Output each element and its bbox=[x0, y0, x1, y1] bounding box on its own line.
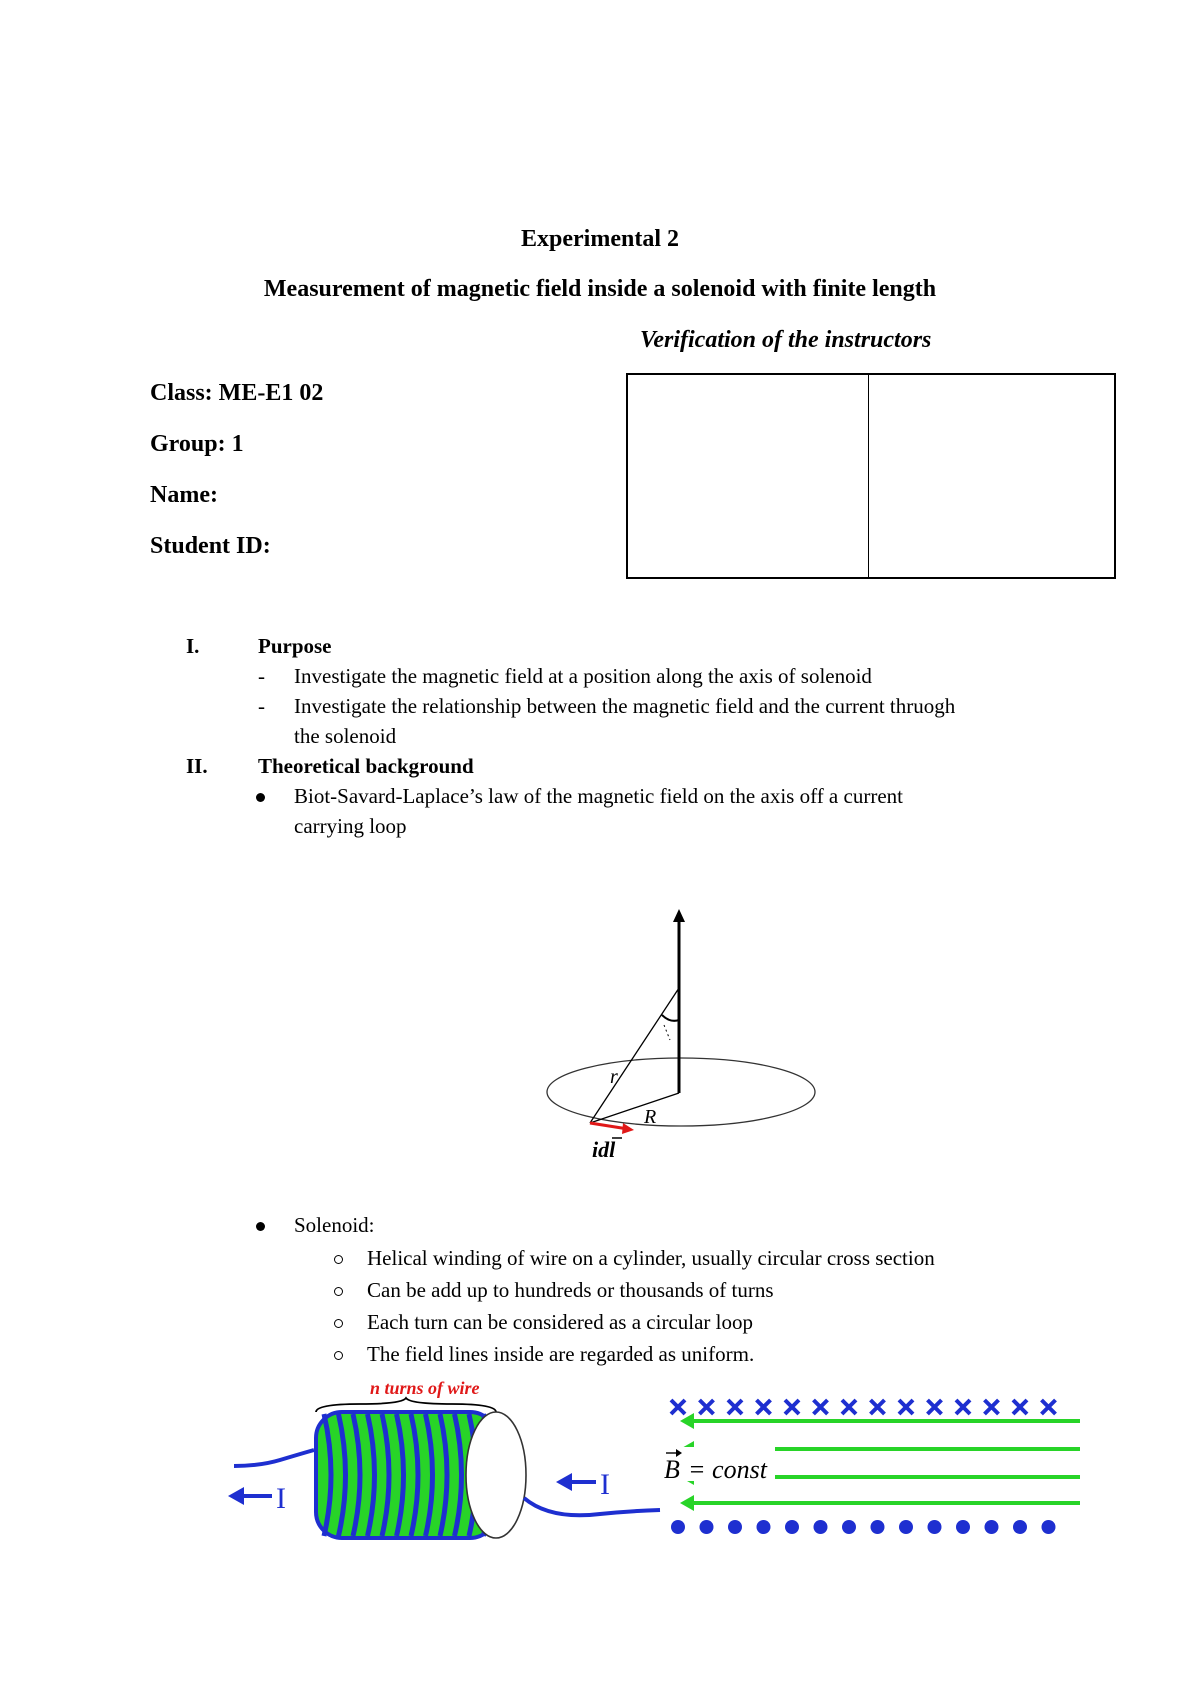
dot-mark bbox=[985, 1520, 999, 1534]
current-label-right: I bbox=[600, 1468, 610, 1501]
loop-ellipse bbox=[547, 1058, 815, 1126]
turns-brace bbox=[316, 1398, 496, 1412]
field-label-B: B bbox=[664, 1455, 680, 1484]
x-mark bbox=[956, 1400, 970, 1414]
uniform-field-diagram bbox=[660, 1385, 1090, 1545]
angle-arc bbox=[662, 1015, 679, 1021]
dot-mark bbox=[785, 1520, 799, 1534]
x-mark bbox=[899, 1400, 913, 1414]
purpose-dash-1: - bbox=[258, 664, 265, 688]
dot-mark bbox=[1042, 1520, 1056, 1534]
dot-mark bbox=[728, 1520, 742, 1534]
dot-mark bbox=[757, 1520, 771, 1534]
lead-wire-left bbox=[234, 1450, 314, 1466]
circle-bullet bbox=[334, 1319, 343, 1328]
x-mark bbox=[700, 1400, 714, 1414]
coil-end-face bbox=[466, 1412, 526, 1538]
R-line bbox=[590, 1093, 679, 1123]
purpose-item-2: Investigate the relationship between the magnetic field and the current thruogh bbox=[294, 694, 956, 718]
dot-mark bbox=[928, 1520, 942, 1534]
group-field: Group: 1 bbox=[150, 431, 244, 457]
r-line bbox=[590, 988, 679, 1123]
axis-arrowhead bbox=[673, 909, 685, 922]
x-mark bbox=[728, 1400, 742, 1414]
dot-mark bbox=[842, 1520, 856, 1534]
lead-wire-right bbox=[524, 1498, 660, 1515]
dot-mark bbox=[1013, 1520, 1027, 1534]
x-mark bbox=[871, 1400, 885, 1414]
theory-bullet-1-cont: carrying loop bbox=[294, 814, 407, 838]
solenoid-point-4: The field lines inside are regarded as uniform. bbox=[367, 1342, 755, 1366]
current-arrowhead-left bbox=[228, 1487, 244, 1505]
dot-marks-row bbox=[671, 1520, 1056, 1534]
dot-mark bbox=[956, 1520, 970, 1534]
x-mark bbox=[757, 1400, 771, 1414]
bullet-dot bbox=[256, 1222, 265, 1231]
verification-box-divider bbox=[868, 375, 869, 577]
section-1-numeral: I. bbox=[186, 634, 200, 658]
dot-mark bbox=[700, 1520, 714, 1534]
angle-marker bbox=[664, 1025, 670, 1040]
circle-bullet bbox=[334, 1255, 343, 1264]
x-mark bbox=[1013, 1400, 1027, 1414]
name-field: Name: bbox=[150, 482, 218, 508]
verification-box bbox=[626, 373, 1116, 579]
solenoid-point-3: Each turn can be considered as a circular loop bbox=[367, 1310, 753, 1334]
x-marks-row bbox=[671, 1400, 1056, 1414]
current-label-left: I bbox=[276, 1482, 286, 1515]
purpose-item-2-cont: the solenoid bbox=[294, 724, 397, 748]
theory-bullet-2: Solenoid: bbox=[294, 1213, 375, 1237]
dot-mark bbox=[671, 1520, 685, 1534]
x-mark bbox=[928, 1400, 942, 1414]
label-R: R bbox=[644, 1106, 657, 1128]
purpose-dash-2: - bbox=[258, 694, 265, 718]
field-line-arrowhead bbox=[680, 1495, 694, 1511]
solenoid-coil-diagram bbox=[220, 1370, 680, 1550]
x-mark bbox=[785, 1400, 799, 1414]
label-idl: idl bbox=[592, 1137, 616, 1162]
x-mark bbox=[985, 1400, 999, 1414]
section-1-heading: Purpose bbox=[258, 634, 332, 658]
solenoid-point-2: Can be add up to hundreds or thousands of turns bbox=[367, 1278, 774, 1302]
x-mark bbox=[671, 1400, 685, 1414]
current-arrowhead-right bbox=[556, 1473, 572, 1491]
turns-label: n turns of wire bbox=[370, 1378, 480, 1398]
idl-vector bbox=[590, 1123, 628, 1129]
section-2-heading: Theoretical background bbox=[258, 754, 474, 778]
dot-mark bbox=[814, 1520, 828, 1534]
circle-bullet bbox=[334, 1351, 343, 1360]
student-id-field: Student ID: bbox=[150, 533, 271, 559]
x-mark bbox=[1042, 1400, 1056, 1414]
document-title: Experimental 2 bbox=[521, 226, 679, 252]
idl-arrowhead bbox=[622, 1123, 634, 1134]
verification-label: Verification of the instructors bbox=[640, 327, 932, 353]
document-subtitle: Measurement of magnetic field inside a solenoid with finite length bbox=[263, 276, 937, 302]
section-2-numeral: II. bbox=[186, 754, 208, 778]
x-mark bbox=[814, 1400, 828, 1414]
class-field: Class: ME-E1 02 bbox=[150, 380, 324, 406]
label-r: r bbox=[610, 1066, 618, 1088]
current-loop-diagram bbox=[530, 905, 830, 1175]
field-line-arrowhead bbox=[680, 1413, 694, 1429]
field-label-const: = const bbox=[688, 1455, 767, 1484]
x-mark bbox=[842, 1400, 856, 1414]
solenoid-point-1: Helical winding of wire on a cylinder, usually circular cross section bbox=[367, 1246, 935, 1270]
bullet-dot bbox=[256, 793, 265, 802]
dot-mark bbox=[871, 1520, 885, 1534]
dot-mark bbox=[899, 1520, 913, 1534]
purpose-item-1: Investigate the magnetic field at a position along the axis of solenoid bbox=[294, 664, 872, 688]
circle-bullet bbox=[334, 1287, 343, 1296]
theory-bullet-1: Biot-Savard-Laplace’s law of the magnetic field on the axis off a current bbox=[294, 784, 903, 808]
